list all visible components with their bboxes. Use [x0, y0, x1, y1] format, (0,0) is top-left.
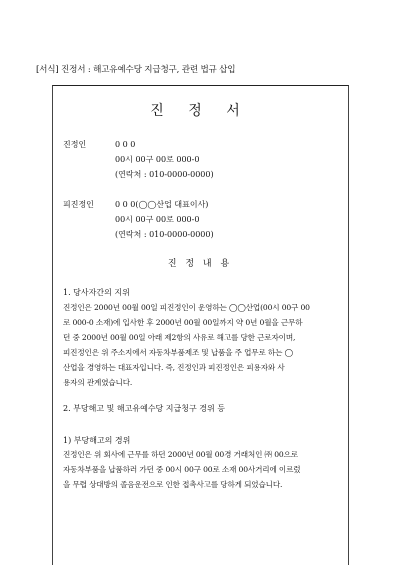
petitioner-label: 진정인	[63, 140, 87, 149]
section1-body	[63, 300, 339, 390]
section1-line: 산업을 경영하는 대표자입니다. 즉, 진정인과 피진정인은 피용자와 사	[63, 363, 285, 372]
document-caption: [서식] 진정서 : 해고유예수당 지급청구, 관련 법규 삽입	[36, 65, 236, 75]
section1-line: 피진정인은 위 주소지에서 자동차부품제조 및 납품을 주 업무로 하는 ◯	[63, 348, 293, 357]
respondent-contact: (연락처 : 010-0000-0000)	[115, 230, 214, 239]
section2-line: 진정인은 위 회사에 근무를 하던 2000년 00월 00경 거래처인 ㈜ 00으로	[63, 450, 298, 459]
section1-line: 로 000-0 소재)에 입사한 후 2000년 00월 00일까지 약 0년 0월을 근무하	[63, 318, 303, 327]
section2-body	[63, 447, 339, 492]
respondent-address: 00시 00구 00로 000-0	[115, 215, 200, 224]
section2-sub-heading: 1) 부당해고의 경위	[63, 436, 131, 445]
content-title: 진 정 내 용	[167, 259, 233, 269]
petitioner-name: 0 0 0	[115, 140, 136, 149]
section2-line: 자동차부품을 납품하러 가던 중 00시 00구 00로 소재 00사거리에 이르렀	[63, 465, 301, 474]
section1-line: 진정인은 2000년 00월 00일 피진정인이 운영하는 ◯◯산업(00시 00구 00	[63, 303, 310, 312]
petitioner-address: 00시 00구 00로 000-0	[115, 155, 200, 164]
section1-line: 던 중 2000년 00월 00일 아래 제2항의 사유로 해고를 당한 근로자이며,	[63, 333, 296, 342]
section1-line: 용자의 관계였습니다.	[63, 378, 133, 387]
section2-heading: 2. 부당해고 및 해고유예수당 지급청구 경위 등	[63, 404, 225, 413]
petitioner-contact: (연락처 : 010-0000-0000)	[115, 170, 214, 179]
respondent-label: 피진정인	[63, 200, 94, 209]
document-title: 진 정 서	[150, 103, 250, 119]
respondent-name: 0 0 0(◯◯산업 대표이사)	[115, 200, 209, 209]
section1-heading: 1. 당사자간의 지위	[63, 288, 130, 297]
section2-line: 을 무렵 상대방의 졸음운전으로 인한 접촉사고를 당하게 되었습니다.	[63, 480, 283, 489]
